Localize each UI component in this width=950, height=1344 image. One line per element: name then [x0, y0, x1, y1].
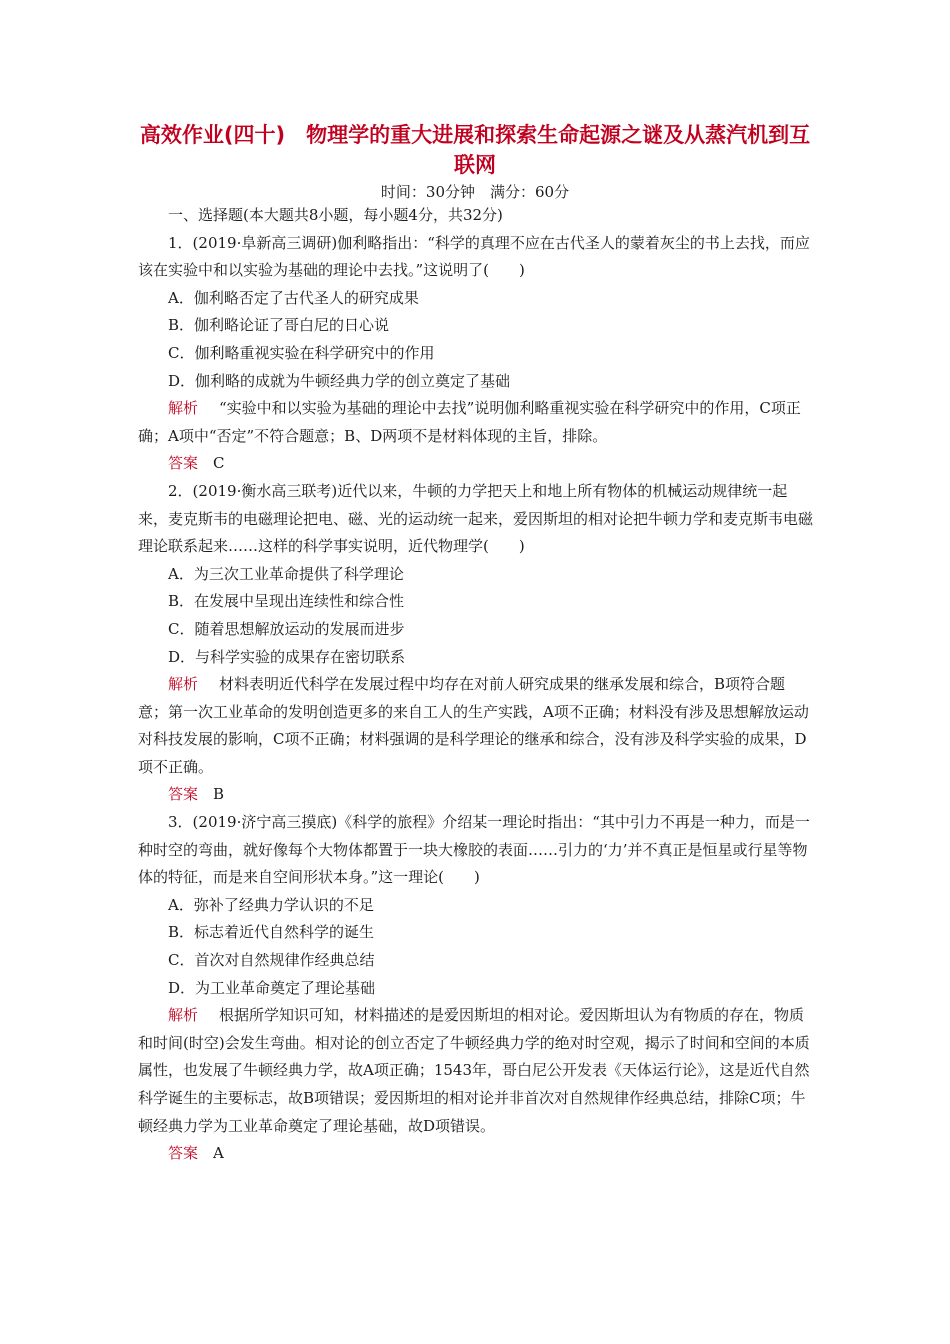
analysis-label: 解析	[168, 1006, 199, 1025]
question-stem-2: 2．(2019·衡水高三联考)近代以来，牛顿的力学把天上和地上所有物体的机械运动规律统一起来，麦克斯韦的电磁理论把电、磁、光的运动统一起来，爱因斯坦的相对论把牛顿力学和麦克斯韦电磁理论联系起来……这样的科学事实说明，近代物理学( )	[138, 481, 814, 556]
time-limit: 时间：30分钟 满分：60分	[380, 183, 570, 201]
answer-3	[138, 1140, 814, 1168]
answer-value: A	[213, 1144, 224, 1163]
answer-value: B	[213, 785, 225, 804]
answer-1	[138, 450, 814, 478]
option: C．首次对自然规律作经典总结	[168, 951, 375, 970]
option: A．弥补了经典力学认识的不足	[168, 895, 374, 914]
option: D．伽利略的成就为牛顿经典力学的创立奠定了基础	[168, 371, 511, 390]
option: A．伽利略否定了古代圣人的研究成果	[168, 288, 419, 307]
page-title: 高效作业(四十) 物理学的重大进展和探索生命起源之谜及从蒸汽机到互联网	[139, 123, 811, 177]
answer-label: 答案	[168, 785, 199, 804]
analysis-2	[138, 671, 814, 781]
analysis-text: 根据所学知识可知，材料描述的是爱因斯坦的相对论。爱因斯坦认为有物质的存在，物质和时间(时空)会发生弯曲。相对论的创立否定了牛顿经典力学的绝对时空观，揭示了时间和空间的本质属性，也发展了牛顿经典力学，故A项正确；1543年，哥白尼公开发表《天体运行论》，这是近代自然科学诞生的主要标志，故B项错误；爱因斯坦的相对论并非首次对自然规律作经典总结，排除C项；牛顿经典力学为工业革命奠定了理论基础，故D项错误。	[138, 1006, 810, 1135]
answer-label: 答案	[168, 1144, 199, 1163]
option: C．随着思想解放运动的发展而进步	[168, 619, 405, 638]
option: D．为工业革命奠定了理论基础	[168, 978, 376, 997]
question-stem-3: 3．(2019·济宁高三摸底)《科学的旅程》介绍某一理论时指出：“其中引力不再是一种力，而是一种时空的弯曲，就好像每个大物体都置于一块大橡胶的表面……引力的‘力’并不真正是恒星或行星等物体的特征，而是来自空间形状本身。”这一理论( )	[138, 813, 810, 887]
option: D．与科学实验的成果存在密切联系	[168, 647, 406, 666]
analysis-label: 解析	[168, 675, 199, 694]
answer-value: C	[213, 454, 225, 473]
option: C．伽利略重视实验在科学研究中的作用	[168, 343, 435, 362]
analysis-text: “实验中和以实验为基础的理论中去找”说明伽利略重视实验在科学研究中的作用，C项正确；A项中“否定”不符合题意；B、D两项不是材料体现的主旨，排除。	[138, 399, 801, 445]
option: B．标志着近代自然科学的诞生	[168, 923, 375, 942]
analysis-text: 材料表明近代科学在发展过程中均存在对前人研究成果的继承发展和综合，B项符合题意；第一次工业革命的发明创造更多的来自工人的生产实践，A项不正确；材料没有涉及思想解放运动对科技发展的影响，C项不正确；材料强调的是科学理论的继承和综合，没有涉及科学实验的成果，D项不正确。	[138, 675, 809, 776]
section-heading: 一、选择题(本大题共8小题，每小题4分，共32分)	[168, 206, 503, 224]
analysis-label: 解析	[168, 399, 199, 418]
option: B．在发展中呈现出连续性和综合性	[168, 592, 405, 611]
option: A．为三次工业革命提供了科学理论	[168, 564, 404, 583]
answer-label: 答案	[168, 454, 199, 473]
option: B．伽利略论证了哥白尼的日心说	[168, 316, 390, 335]
content	[138, 202, 814, 1168]
analysis-1	[138, 395, 814, 450]
analysis-3	[138, 1002, 814, 1140]
answer-2	[138, 781, 814, 809]
question-stem-1: 1．(2019·阜新高三调研)伽利略指出：“科学的真理不应在古代圣人的蒙着灰尘的书上去找，而应该在实验中和以实验为基础的理论中去找。”这说明了( )	[138, 233, 810, 280]
